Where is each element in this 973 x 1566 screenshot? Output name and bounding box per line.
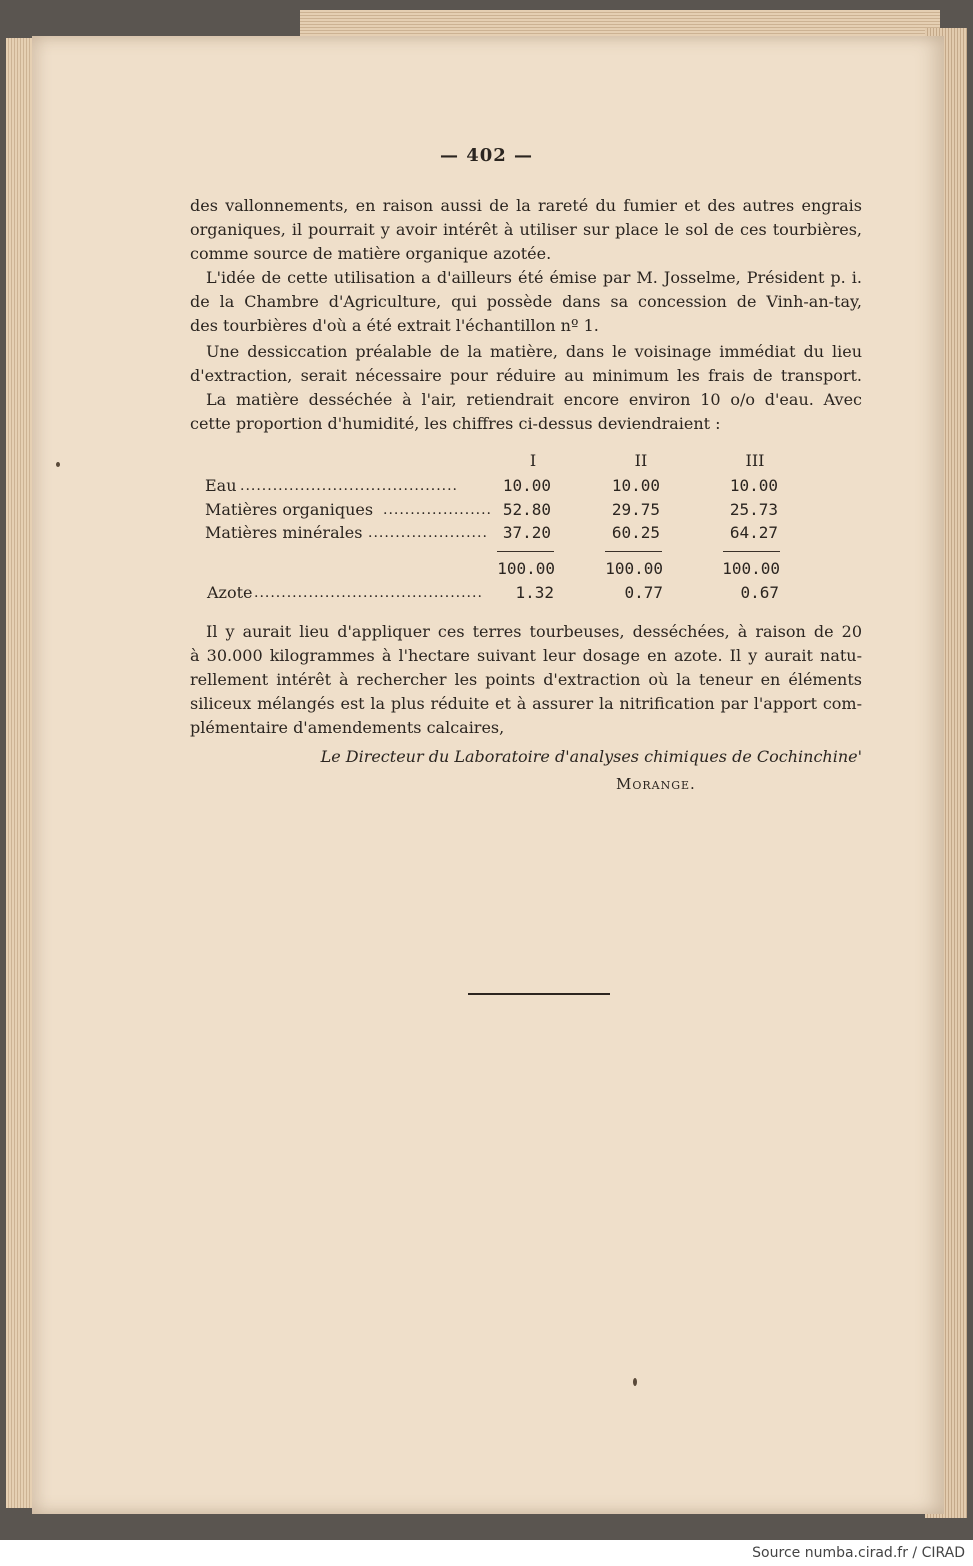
sum-rule — [605, 551, 662, 552]
paragraph-line: d'extraction, serait nécessaire pour réduire au minimum les frais de transport. — [190, 366, 862, 385]
paragraph-line: des tourbières d'où a été extrait l'échantillon nº 1. — [190, 316, 599, 335]
paragraph-line: de la Chambre d'Agriculture, qui possède dans sa concession de Vinh-an-tay, — [190, 292, 862, 311]
table-total: 100.00 — [722, 559, 780, 578]
end-rule — [468, 993, 610, 995]
row-label-matieres-organiques: Matières organiques — [205, 500, 374, 519]
row-label-matieres-minerales: Matières minérales — [205, 523, 363, 542]
dot-leader: ...................... — [368, 525, 488, 541]
source-credit: Source numba.cirad.fr / CIRAD — [752, 1545, 965, 1561]
speck — [633, 1378, 637, 1386]
row-label-azote: Azote — [207, 583, 253, 602]
table-cell: 29.75 — [611, 500, 660, 519]
paragraph-line: plémentaire d'amendements calcaires, — [190, 718, 505, 737]
table-cell: 10.00 — [729, 476, 778, 495]
table-cell: 64.27 — [729, 523, 778, 542]
paragraph-line: Il y aurait lieu d'appliquer ces terres tourbeuses, desséchées, à raison de 20 — [206, 622, 862, 641]
table-cell: 60.25 — [611, 523, 660, 542]
table-total: 100.00 — [605, 559, 663, 578]
table-cell: 52.80 — [502, 500, 551, 519]
column-header-3: III — [745, 451, 765, 470]
table-cell: 10.00 — [611, 476, 660, 495]
dot-leader: ........................................ — [240, 478, 459, 494]
table-total: 100.00 — [497, 559, 555, 578]
table-cell: 1.32 — [515, 583, 554, 602]
paragraph-line: des vallonnements, en raison aussi de la rareté du fumier et des autres engrais — [190, 196, 862, 215]
paragraph-line: organiques, il pourrait y avoir intérêt à utiliser sur place le sol de ces tourbières, — [190, 220, 862, 239]
column-header-2: II — [634, 451, 648, 470]
column-header-1: I — [529, 451, 537, 470]
table-cell: 0.67 — [740, 583, 779, 602]
sum-rule — [497, 551, 554, 552]
row-label-eau: Eau — [205, 476, 237, 495]
paragraph-line: rellement intérêt à rechercher les points d'extraction où la teneur en éléments — [190, 670, 862, 689]
paragraph-line: Une dessiccation préalable de la matière, dans le voisinage immédiat du lieu — [206, 342, 862, 361]
signature-title: Le Directeur du Laboratoire d'analyses chimiques de Cochinchine' — [320, 747, 862, 766]
paragraph-line: La matière desséchée à l'air, retiendrait encore environ 10 o/o d'eau. Avec — [206, 390, 862, 409]
paragraph-line: à 30.000 kilogrammes à l'hectare suivant leur dosage en azote. Il y aurait natu- — [190, 646, 862, 665]
dot-leader: .................... — [383, 502, 493, 518]
table-cell: 25.73 — [729, 500, 778, 519]
table-cell: 10.00 — [502, 476, 551, 495]
paragraph-line: L'idée de cette utilisation a d'ailleurs été émise par M. Josselme, Président p. i. — [206, 268, 862, 287]
paragraph-line: cette proportion d'humidité, les chiffres ci-dessus deviendraient : — [190, 414, 721, 433]
dot-leader: .......................................... — [254, 585, 483, 601]
signature-name: Morange. — [616, 775, 696, 793]
paragraph-line: comme source de matière organique azotée. — [190, 244, 552, 263]
sum-rule — [723, 551, 780, 552]
speck — [56, 462, 60, 467]
paragraph-line: siliceux mélangés est la plus réduite et à assurer la nitrification par l'apport com- — [190, 694, 862, 713]
page-number: — 402 — — [439, 145, 534, 166]
table-cell: 37.20 — [502, 523, 551, 542]
table-cell: 0.77 — [624, 583, 663, 602]
